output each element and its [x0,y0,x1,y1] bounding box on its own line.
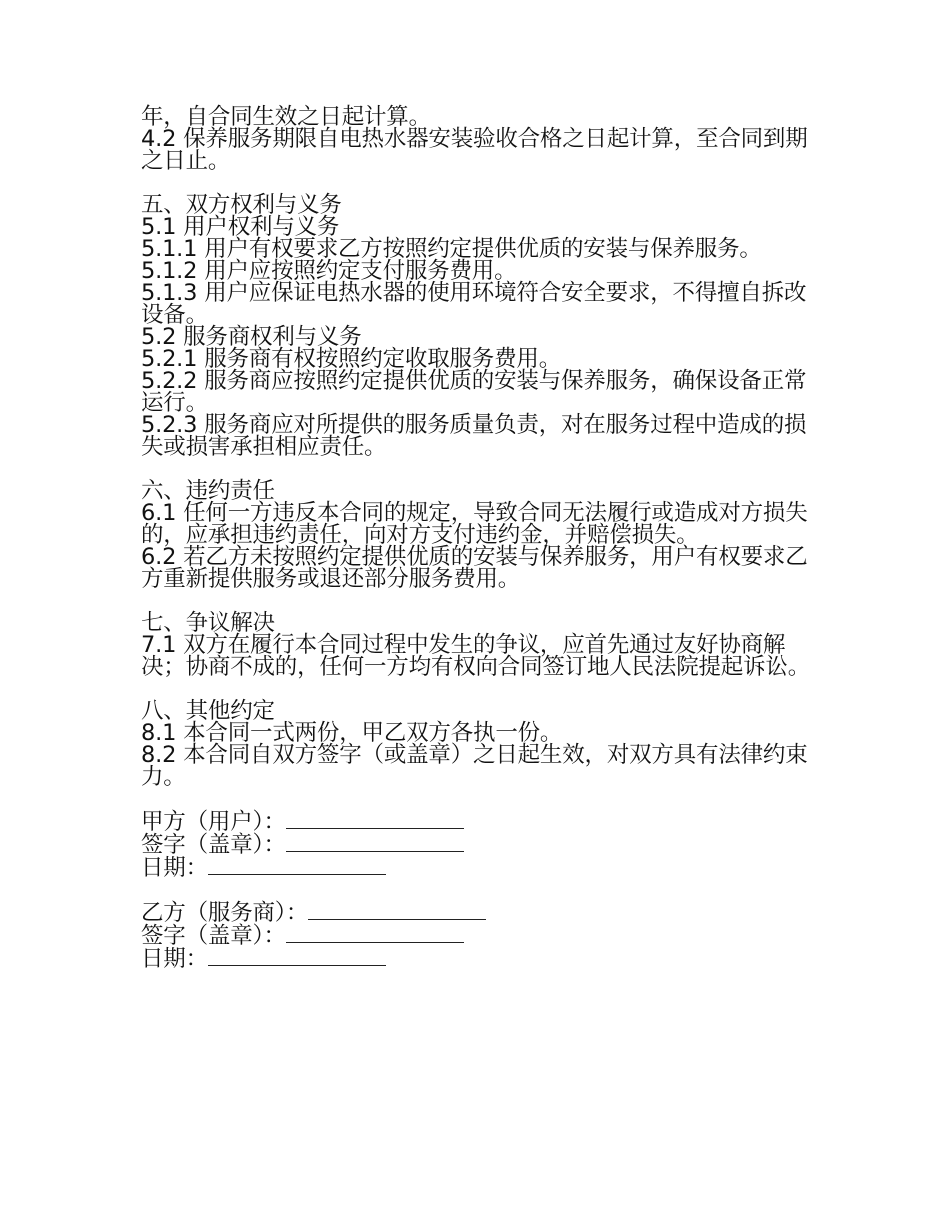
signature-party-a [141,810,821,879]
party-a-sign-label: 签字（盖章）： [141,832,286,858]
signature-row [141,924,821,947]
signature-row [141,833,821,856]
party-b-sign-label: 签字（盖章）： [141,923,286,949]
section-heading: 五、双方权利与义务 [141,192,342,218]
section-heading: 八、其他约定 [141,698,275,724]
section-5 [141,194,821,458]
paragraph: 5.2.3 服务商应对所提供的服务质量负责，对在服务过程中造成的损失或损害承担相应责任。 [141,412,807,460]
contract-page [141,106,821,970]
section-heading: 六、违约责任 [141,478,275,504]
paragraph: 7.1 双方在履行本合同过程中发生的争议，应首先通过友好协商解决；协商不成的，任何一方均有权向合同签订地人民法院提起诉讼。 [141,632,811,680]
signature-row [141,901,821,924]
party-a-sign-blank[interactable] [286,833,464,852]
section-4-tail [141,106,821,172]
party-b-date-blank[interactable] [208,947,386,966]
party-b-name-blank[interactable] [308,901,486,920]
paragraph: 年，自合同生效之日起计算。 [141,104,431,130]
section-6 [141,480,821,590]
paragraph: 8.1 本合同一式两份，甲乙双方各执一份。 [141,720,563,746]
spacer [141,590,821,612]
spacer [141,678,821,700]
party-a-name-blank[interactable] [286,810,464,829]
spacer [141,879,821,901]
party-a-date-label: 日期： [141,855,208,881]
spacer [141,458,821,480]
paragraph: 6.1 任何一方违反本合同的规定，导致合同无法履行或造成对方损失的，应承担违约责任，向对方支付违约金，并赔偿损失。 [141,500,808,548]
paragraph: 4.2 保养服务期限自电热水器安装验收合格之日起计算，至合同到期之日止。 [141,126,808,174]
paragraph: 5.2.1 服务商有权按照约定收取服务费用。 [141,346,562,372]
paragraph: 8.2 本合同自双方签字（或盖章）之日起生效，对双方具有法律约束力。 [141,742,808,790]
signature-row [141,810,821,833]
spacer [141,788,821,810]
paragraph: 5.1.3 用户应保证电热水器的使用环境符合安全要求，不得擅自拆改设备。 [141,280,807,328]
party-b-date-label: 日期： [141,946,208,972]
section-7 [141,612,821,678]
section-heading: 七、争议解决 [141,610,275,636]
section-8 [141,700,821,788]
paragraph: 5.1 用户权利与义务 [141,214,340,240]
paragraph: 5.1.1 用户有权要求乙方按照约定提供优质的安装与保养服务。 [141,236,762,262]
party-a-name-label: 甲方（用户）： [141,809,286,835]
paragraph: 5.2 服务商权利与义务 [141,324,362,350]
paragraph: 6.2 若乙方未按照约定提供优质的安装与保养服务，用户有权要求乙方重新提供服务或退还部分服务费用。 [141,544,808,592]
party-b-name-label: 乙方（服务商）： [141,900,309,926]
party-b-sign-blank[interactable] [286,924,464,943]
paragraph: 5.1.2 用户应按照约定支付服务费用。 [141,258,517,284]
signature-party-b [141,901,821,970]
spacer [141,172,821,194]
signature-row [141,856,821,879]
party-a-date-blank[interactable] [208,856,386,875]
signature-row [141,947,821,970]
paragraph: 5.2.2 服务商应按照约定提供优质的安装与保养服务，确保设备正常运行。 [141,368,807,416]
